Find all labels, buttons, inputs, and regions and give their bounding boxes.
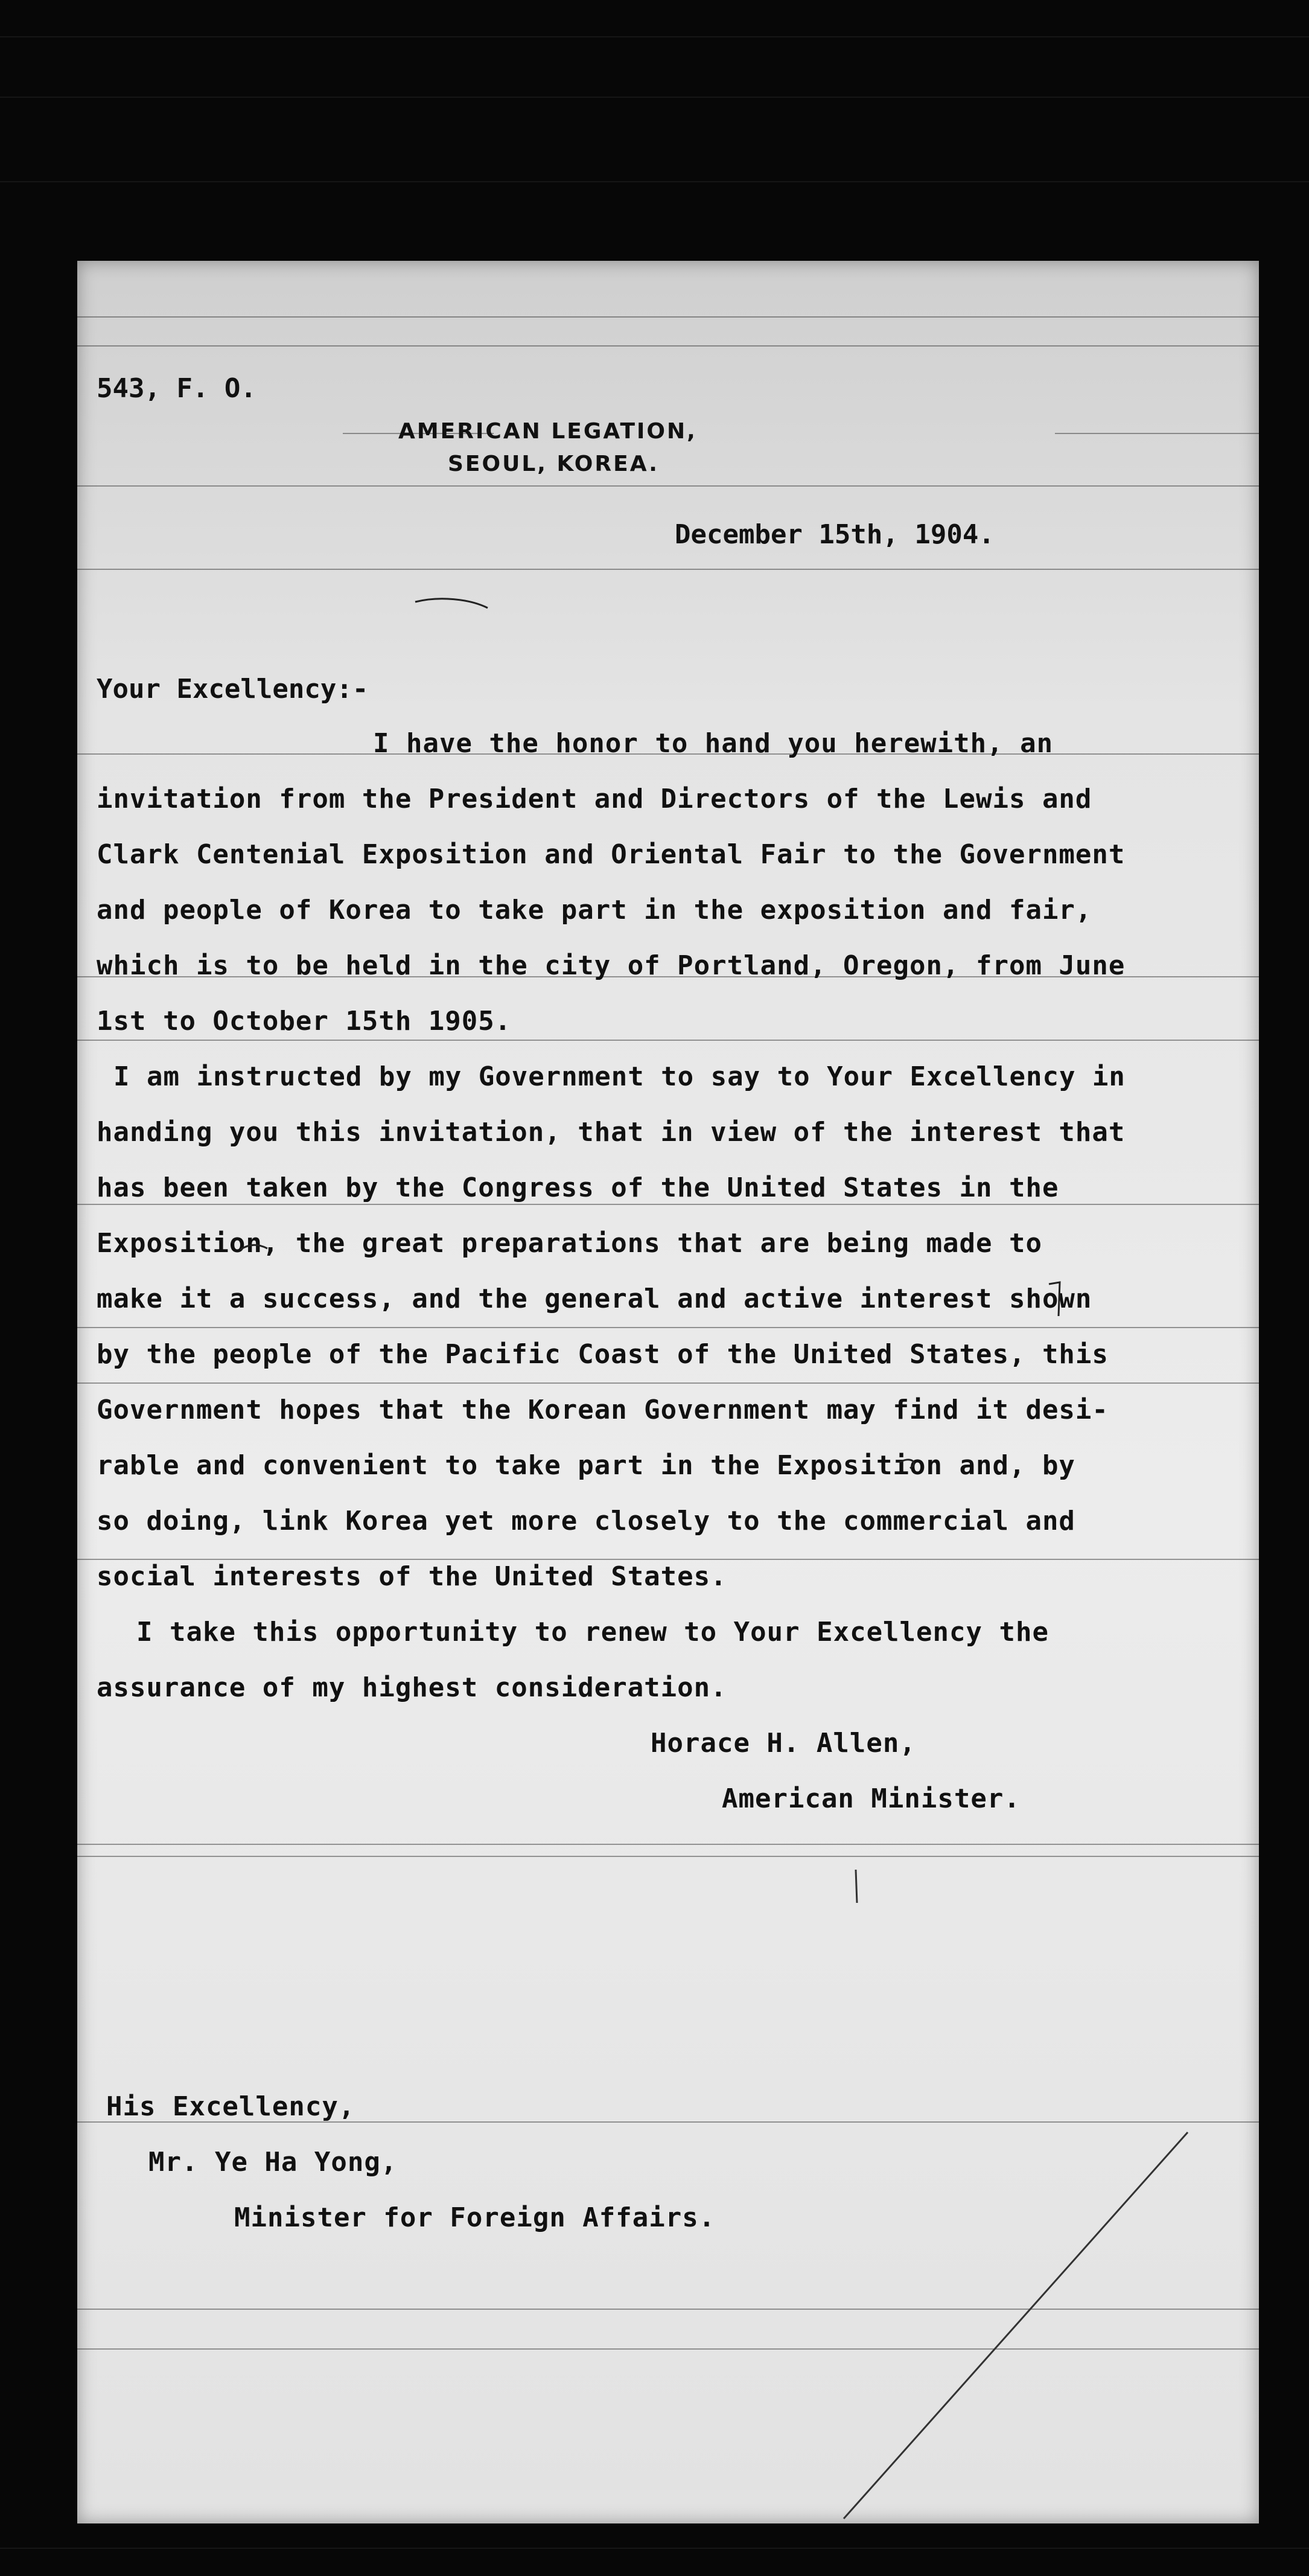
pencil-stroke [856, 1870, 857, 1903]
scan-line [0, 36, 1309, 37]
letterhead-line-2: SEOUL, KOREA. [448, 452, 659, 476]
letter-page [77, 261, 1259, 2523]
body-line: social interests of the United States. [97, 1561, 727, 1592]
body-line: by the people of the Pacific Coast of the United States, this [97, 1339, 1109, 1370]
file-number: 543, F. O. [97, 373, 256, 404]
body-line: handing you this invitation, that in view of the interest that [97, 1117, 1126, 1148]
addressee-line-3: Minister for Foreign Affairs. [234, 2202, 716, 2233]
scan-line [0, 181, 1309, 182]
body-line: I have the honor to hand you herewith, an [373, 728, 1054, 759]
body-line: has been taken by the Congress of the United States in the [97, 1172, 1059, 1203]
body-line: Clark Centenial Exposition and Oriental Fair to the Government [97, 839, 1126, 870]
signature-title: American Minister. [722, 1783, 1021, 1814]
pencil-diagonal-line [844, 2132, 1188, 2519]
addressee-line-2: Mr. Ye Ha Yong, [148, 2147, 398, 2178]
pencil-marks-overlay [77, 261, 1259, 2523]
body-line: and people of Korea to take part in the exposition and fair, [97, 895, 1092, 925]
body-line: which is to be held in the city of Portland, Oregon, from June [97, 950, 1126, 981]
body-line: so doing, link Korea yet more closely to the commercial and [97, 1506, 1075, 1536]
body-line: 1st to October 15th 1905. [97, 1006, 512, 1037]
body-line: Exposition, the great preparations that are being made to [97, 1228, 1042, 1259]
body-line: I am instructed by my Government to say to Your Excellency in [113, 1061, 1126, 1092]
pencil-stroke [900, 1460, 914, 1468]
body-line: assurance of my highest consideration. [97, 1672, 727, 1703]
body-line: invitation from the President and Directors of the Lewis and [97, 784, 1092, 814]
body-line: Government hopes that the Korean Government may find it desi- [97, 1395, 1109, 1425]
body-line: make it a success, and the general and active interest shown [97, 1283, 1092, 1314]
body-line: I take this opportunity to renew to Your Excellency the [136, 1617, 1049, 1648]
pencil-stroke [415, 599, 488, 608]
pencil-stroke [240, 1245, 267, 1250]
salutation: Your Excellency:- [97, 674, 369, 705]
letter-date: December 15th, 1904. [675, 519, 995, 550]
signature-name: Horace H. Allen, [651, 1728, 916, 1759]
pencil-stroke [1049, 1282, 1060, 1316]
scan-line [0, 2548, 1309, 2549]
scan-line [0, 97, 1309, 98]
addressee-line-1: His Excellency, [106, 2091, 355, 2122]
body-line: rable and convenient to take part in the Exposition and, by [97, 1450, 1075, 1481]
letterhead-line-1: AMERICAN LEGATION, [398, 419, 697, 444]
